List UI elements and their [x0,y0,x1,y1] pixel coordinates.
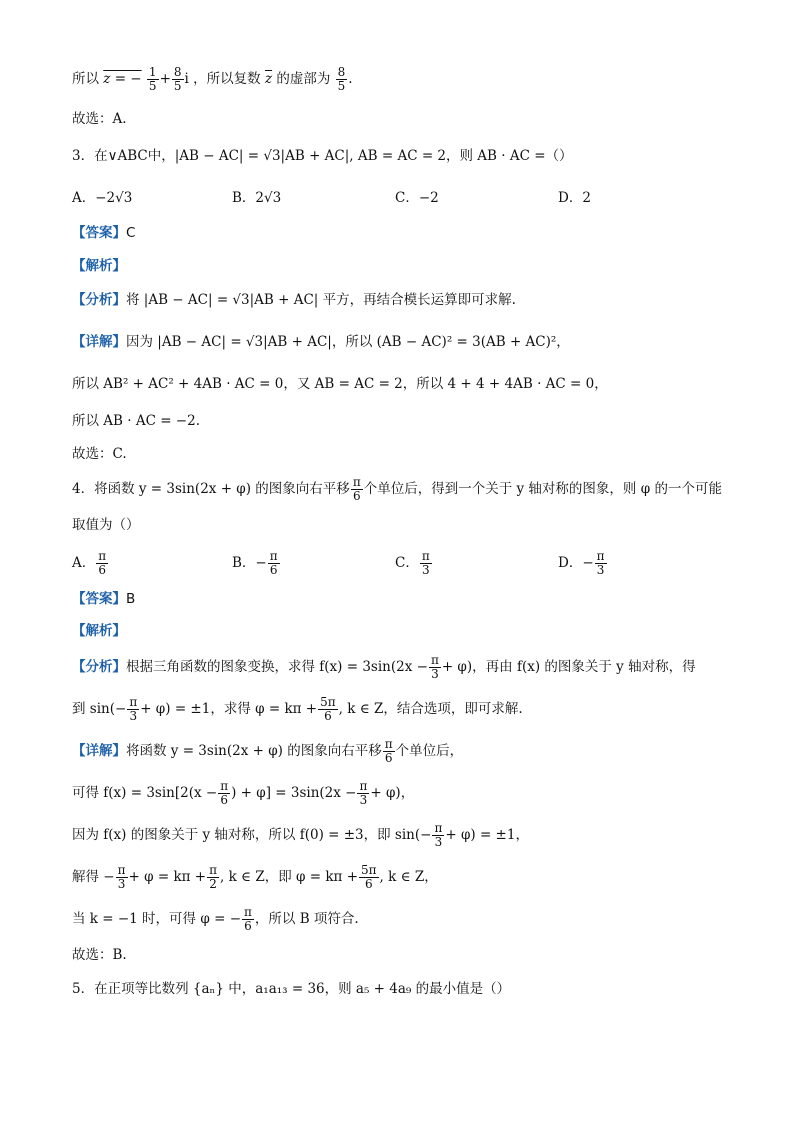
q3-option-b: B．2√3 [232,190,282,206]
q4-choice: 故选：B. [72,947,127,963]
question-4-line-2: 取值为（） [72,517,140,533]
question-3: 3．在∨ABC中，|AB − AC| = √3|AB + AC|, AB = AC = 2，则 AB · AC =（） [72,148,573,164]
q3-detail: 【详解】因为 |AB − AC| = √3|AB + AC|，所以 (AB − AC)² = 3(AB + AC)²， [72,334,570,350]
q3-option-a: A．−2√3 [72,190,133,206]
q3-analysis-heading: 【解析】 [72,258,126,274]
fraction: $\frac{\pi}{6}$ [352,475,361,503]
q3-detail-line-3: 所以 AB · AC = −2. [72,413,200,429]
fraction: $\frac{1}{5}$ [148,65,157,93]
q4-analysis-line-2: 到 sin(− $\frac{\pi}{3}$ + φ) = ±1，求得 φ = kπ + $\frac{5\pi}{6}$ , k ∈ Z，结合选项，即可求解. [72,695,523,723]
q3-choice: 故选：C. [72,446,127,462]
fraction: $\frac{8}{5}$ [337,65,346,93]
fraction: $\frac{8}{5}$ [173,65,182,93]
q4-detail: 【详解】将函数 y = 3sin(2x + φ) 的图象向右平移 $\frac{\pi}{6}$ 个单位后， [72,737,464,765]
q4-option-a: A． $\frac{\pi}{6}$ [72,549,107,577]
q4-option-b: B．− $\frac{\pi}{6}$ [232,549,278,577]
question-5: 5．在正项等比数列 {aₙ} 中，a₁a₁₃ = 36，则 a₅ + 4a₉ 的最小值是（） [72,981,511,997]
q3-detail-line-2: 所以 AB² + AC² + 4AB · AC = 0，又 AB = AC = 2，所以 4 + 4 + 4AB · AC = 0， [72,376,608,392]
q3-analysis: 【分析】将 |AB − AC| = √3|AB + AC| 平方，再结合模长运算即可求解. [72,292,516,308]
q4-option-d: D．− $\frac{\pi}{3}$ [558,549,605,577]
q3-option-c: C．−2 [395,190,439,206]
answer-choice-line: 故选：A. [72,111,127,127]
q4-answer: 【答案】B [72,591,136,607]
solution-line-conjugate: 所以 z = − $\frac{1}{5}$ + $\frac{8}{5}$ i ，所以复数 $\overline{z}$ 的虚部为 $\frac{8}{5}$ . [72,65,353,93]
q4-detail-line-5: 当 k = −1 时，可得 φ = − $\frac{\pi}{6}$ ，所以 B 项符合. [72,905,359,933]
q4-option-c: C． $\frac{\pi}{3}$ [395,549,430,577]
q3-option-d: D．2 [558,190,591,206]
q4-detail-line-3: 因为 f(x) 的图象关于 y 轴对称，所以 f(0) = ±3，即 sin(− $\frac{\pi}{3}$ + φ) = ±1， [72,821,529,849]
q3-answer: 【答案】C [72,225,136,241]
question-4: 4．将函数 y = 3sin(2x + φ) 的图象向右平移 $\frac{\pi}{6}$ 个单位后，得到一个关于 y 轴对称的图象，则 φ 的一个可能 [72,475,722,503]
q4-analysis-heading: 【解析】 [72,623,126,639]
q4-analysis: 【分析】根据三角函数的图象变换，求得 f(x) = 3sin(2x − $\frac{\pi}{3}$ + φ)，再由 f(x) 的图象关于 y 轴对称，得 [72,653,696,681]
q4-detail-line-4: 解得 − $\frac{\pi}{3}$ + φ = kπ + $\frac{\pi}{2}$ , k ∈ Z，即 φ = kπ + $\frac{5\pi}{6}$ , k ∈ Z， [72,863,438,891]
q4-detail-line-2: 可得 f(x) = 3sin[2(x − $\frac{\pi}{6}$ ) + φ] = 3sin(2x − $\frac{\pi}{3}$ + φ)， [72,779,415,807]
